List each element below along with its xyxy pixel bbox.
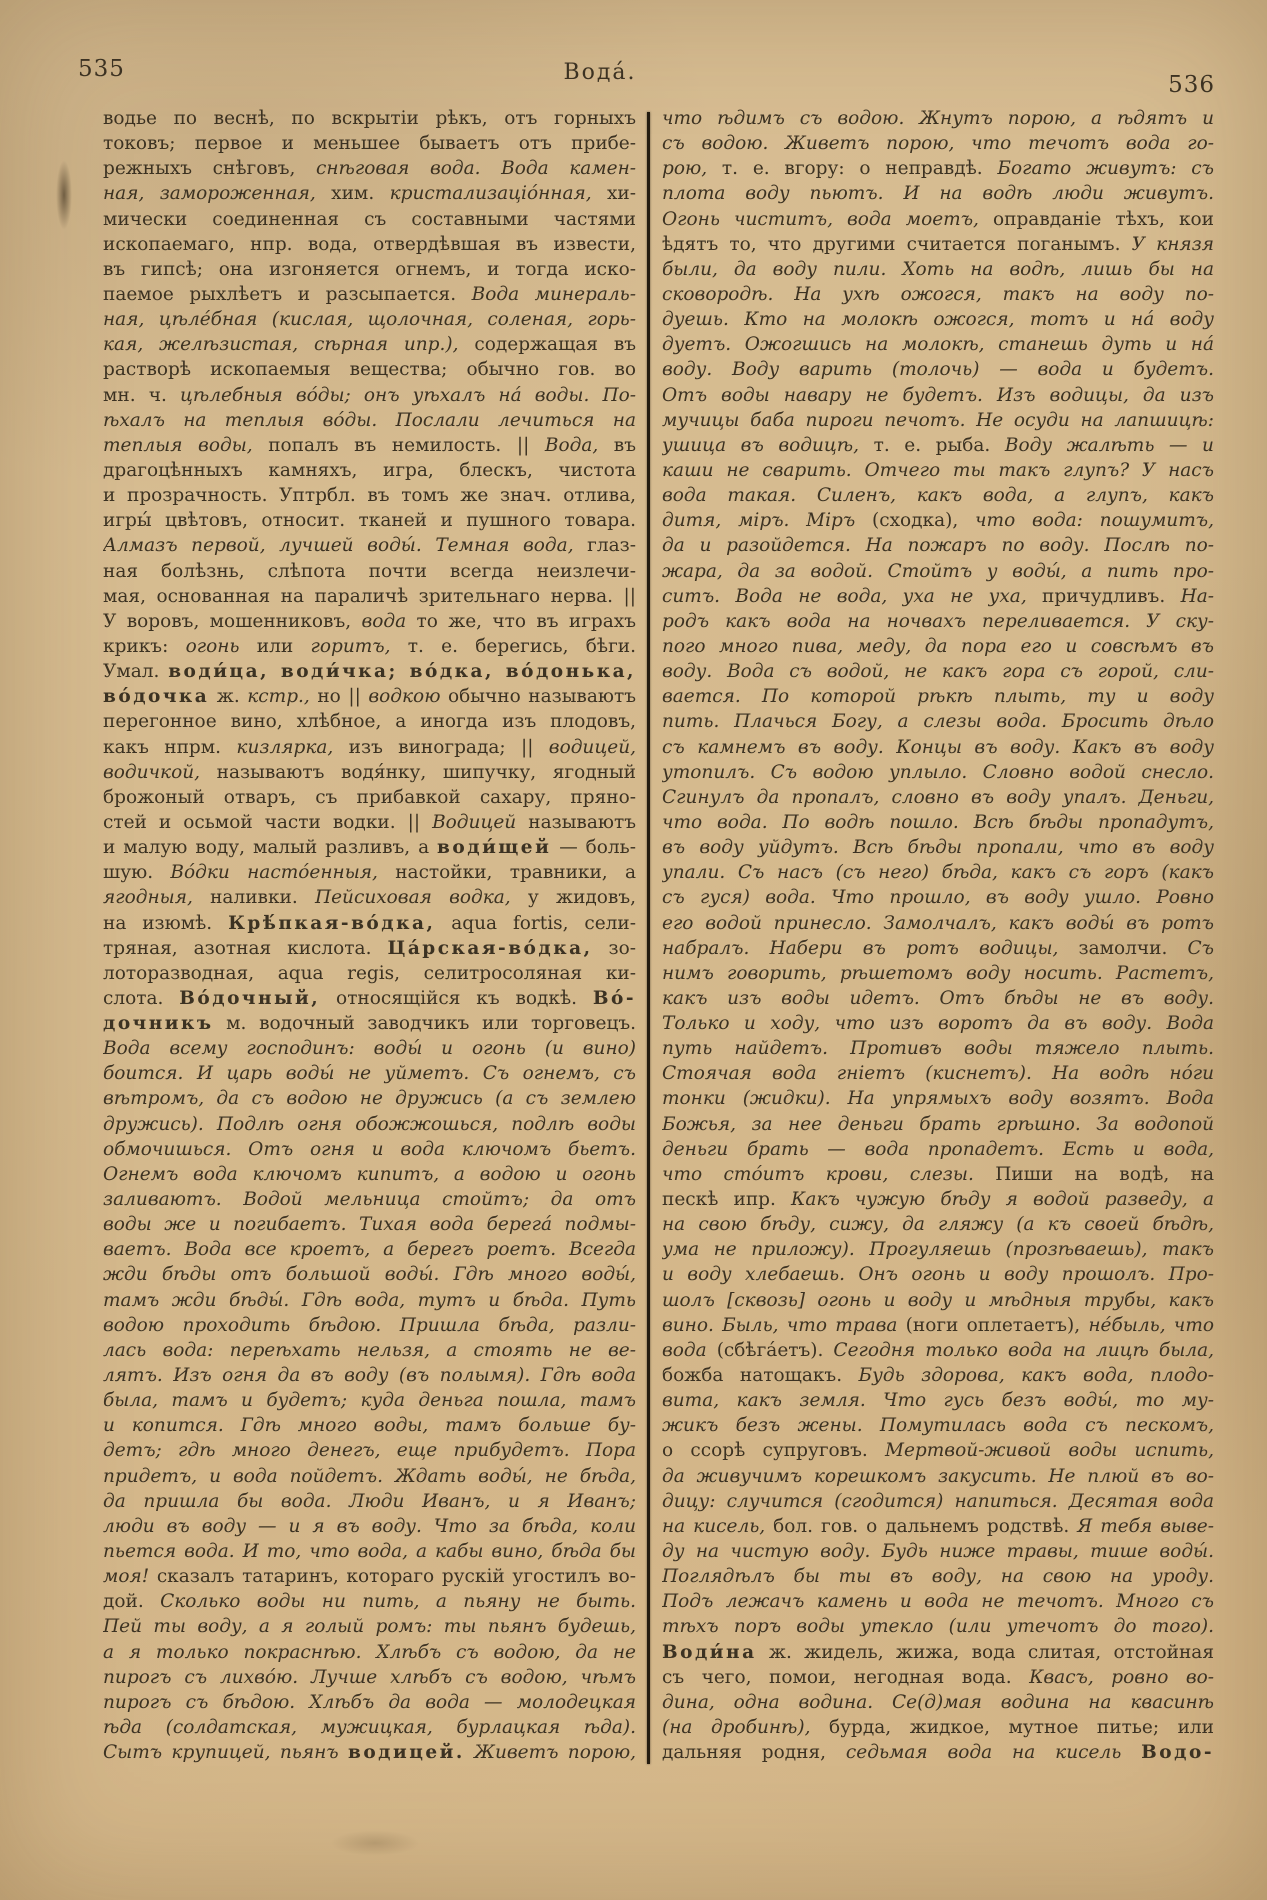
text-line: о ссорѣ супруговъ. Мертвой-живой воды испить, <box>662 1440 1214 1462</box>
text-line: У воровъ, мошенниковъ, вода то же, что въ играхъ <box>103 610 636 632</box>
ink-smudge <box>56 160 72 230</box>
text-line: мая, основанная на параличѣ зрительнаго нерва. || <box>103 585 636 607</box>
text-line: что ѣдимъ съ водою. Жнутъ порою, а ѣдятъ и <box>662 108 1214 129</box>
text-line: пить. Плачься Богу, а слезы вода. Бросить дѣло <box>662 711 1214 733</box>
text-line: на изюмѣ. Крѣ́пкая-во́дка, aqua fortis, сели- <box>103 912 636 934</box>
text-line: Только и ходу, что изъ воротъ да въ воду. Вода <box>662 1013 1214 1035</box>
text-line: дой. Сколько воды ни пить, а пьяну не быть. <box>103 1591 636 1613</box>
text-line: моя! сказалъ татаринъ, котораго рускій угостилъ во- <box>103 1566 636 1588</box>
text-line: Отъ воды навару не будетъ. Изъ водицы, да изъ <box>662 384 1214 406</box>
text-line: воду. Вода съ водой, не какъ гора съ горой, сли- <box>662 661 1214 683</box>
text-line: что вода. По водѣ пошло. Всѣ бѣды пропадутъ, <box>662 811 1214 833</box>
page-number-left: 535 <box>78 56 125 82</box>
text-line: водою проходить бѣдою. Пришла бѣда, разли- <box>103 1314 636 1336</box>
text-line: вино. Быль, что трава (ноги оплетаетъ), не́быль, что <box>662 1314 1214 1336</box>
text-line: были, да воду пили. Хоть на водѣ, лишь бы на <box>662 258 1214 280</box>
text-line: вода такая. Силенъ, какъ вода, а глупъ, какъ <box>662 485 1214 507</box>
text-line: да пришла бы вода. Люди Иванъ, и я Иванъ; <box>103 1490 636 1512</box>
text-line: и копится. Гдѣ много воды, тамъ больше бу- <box>103 1415 636 1437</box>
text-line: Води́на ж. жидель, жижа, вода слитая, отстойная <box>662 1641 1214 1663</box>
text-line: вита, какъ земля. Что гусь безъ воды́, то му- <box>662 1390 1214 1412</box>
text-line: ная болѣзнь, слѣпота почти всегда неизлечи- <box>103 560 636 582</box>
text-line: водье по веснѣ, по вскрытіи рѣкъ, отъ горныхъ <box>103 108 636 129</box>
text-line: какъ нпрм. кизлярка, изъ винограда; || водицей, <box>103 736 636 758</box>
text-line: вается. По которой рѣкѣ плыть, ту и воду <box>662 686 1214 708</box>
text-line: Пей ты воду, а я голый ромъ: ты пьянъ будешь, <box>103 1616 636 1638</box>
text-line: нимъ говорить, рѣшетомъ воду носить. Растетъ, <box>662 962 1214 984</box>
page-number-right: 536 <box>1168 72 1215 98</box>
text-line: путь найдетъ. Противъ воды тяжело плыть. <box>662 1038 1214 1060</box>
text-line: брожоный отваръ, съ прибавкой сахару, пряно- <box>103 786 636 808</box>
text-line: вода (сбѣга́етъ). Сегодня только вода на лицѣ была, <box>662 1339 1214 1361</box>
text-line: теплыя воды, попалъ въ немилость. || Вода, въ <box>103 434 636 456</box>
text-line: въ воду уйдутъ. Всѣ бѣды пропали, что въ воду <box>662 837 1214 859</box>
text-line: дитя, міръ. Міръ (сходка), что вода: пошумитъ, <box>662 510 1214 532</box>
text-line: жикъ безъ жены. Помутилась вода съ пескомъ, <box>662 1415 1214 1437</box>
text-line: плота воду пьютъ. И на водѣ люди живутъ. <box>662 183 1214 205</box>
text-line: ная, замороженная, хим. кристализаціо́нная, хи- <box>103 183 636 205</box>
text-line: Огонь чиститъ, вода моетъ, оправданіе тѣхъ, кои <box>662 208 1214 230</box>
text-line: тѣхъ поръ воды утекло (или утечотъ до того). <box>662 1616 1214 1638</box>
text-line: боится. И царь воды́ не уйметъ. Съ огнемъ, съ <box>103 1063 636 1085</box>
text-line: воды же и погибаетъ. Тихая вода берега́ подмы- <box>103 1214 636 1236</box>
text-line: крикъ: огонь или горитъ, т. е. берегись, бѣги. <box>103 635 636 657</box>
text-line: рою, т. е. вгору: о неправдѣ. Богато живутъ: съ <box>662 158 1214 180</box>
text-line: божба натощакъ. Будь здорова, какъ вода, плодо- <box>662 1365 1214 1387</box>
text-line: токовъ; первое и меньшее бываетъ отъ прибе- <box>103 133 636 155</box>
text-line: какъ изъ воды идетъ. Отъ бѣды не въ воду. <box>662 987 1214 1009</box>
text-line: и малую воду, малый разливъ, а води́щей — боль- <box>103 837 636 859</box>
text-line: жара, да за водой. Стойтъ у воды́, а пить про- <box>662 560 1214 582</box>
text-line: на свою бѣду, сижу, да гляжу (а къ своей бѣдѣ, <box>662 1214 1214 1236</box>
text-line: вѣтромъ, да съ водою не дружись (а съ землею <box>103 1088 636 1110</box>
text-line: пирогъ съ бѣдою. Хлѣбъ да вода — молодецкая <box>103 1691 636 1713</box>
text-line: ваетъ. Вода все кроетъ, а берегъ роетъ. Всегда <box>103 1239 636 1261</box>
text-block <box>103 106 1214 1765</box>
text-line: дуетъ. Ожогшись на молокѣ, станешь дуть и на́ <box>662 334 1214 356</box>
text-line: да и разойдется. На пожаръ по воду. Послѣ по- <box>662 535 1214 557</box>
text-line: мически соединенная съ составными частями <box>103 208 636 230</box>
text-line: съ водою. Живетъ порою, что течотъ вода го- <box>662 133 1214 155</box>
text-line: Умал. води́ца, води́чка; во́дка, во́донька, <box>103 661 636 683</box>
text-line: утопилъ. Съ водою уплыло. Словно водой снесло. <box>662 761 1214 783</box>
text-line: Подъ лежачъ камень и вода не течотъ. Много съ <box>662 1591 1214 1613</box>
text-line: а я только покраснѣю. Хлѣбъ съ водою, да не <box>103 1641 636 1663</box>
paper-stain <box>330 1830 420 1856</box>
text-line: шую. Во́дки насто́енныя, настойки, травники, а <box>103 862 636 884</box>
text-line: ситъ. Вода не вода, уха не уха, причудливъ. На- <box>662 585 1214 607</box>
text-line: лятъ. Изъ огня да въ воду (въ полымя). Гдѣ вода <box>103 1365 636 1387</box>
text-line: паемое рыхлѣетъ и разсыпается. Вода минераль- <box>103 283 636 305</box>
text-line: заливаютъ. Водой мельница стойтъ; да отъ <box>103 1189 636 1211</box>
text-line: жди бѣды отъ большой воды́. Гдѣ много воды́, <box>103 1264 636 1286</box>
text-line: мучицы баба пироги печотъ. Не осуди на лапшицѣ: <box>662 409 1214 431</box>
text-line: упали. Съ насъ (съ него) бѣда, какъ съ горъ (какъ <box>662 862 1214 884</box>
text-line: мн. ч. цѣлебныя во́ды; онъ уѣхалъ на́ воды. По- <box>103 384 636 406</box>
text-line: растворѣ ископаемыя вещества; обычно гов. во <box>103 359 636 381</box>
column-divider-rule <box>647 112 650 1764</box>
text-line: пого много пива, меду, да пора его и совсѣмъ въ <box>662 635 1214 657</box>
text-line: лась вода: переѣхать нельзя, а стоять не ве- <box>103 1339 636 1361</box>
text-line: что сто́итъ крови, слезы. Пиши на водѣ, на <box>662 1163 1214 1185</box>
text-line: ископаемаго, нпр. вода, отвердѣвшая въ извести, <box>103 233 636 255</box>
text-line: дина, одна водина. Се(д)мая водина на квасинѣ <box>662 1691 1214 1713</box>
text-line: ягодныя, наливки. Пейсиховая водка, у жидовъ, <box>103 887 636 909</box>
text-line: Вода всему господинъ: воды́ и огонь (и вино) <box>103 1038 636 1060</box>
text-line: шолъ [сквозь] огонь и воду и мѣдныя трубы, какъ <box>662 1289 1214 1311</box>
text-line: придетъ, и вода пойдетъ. Ждать воды́, не бѣда, <box>103 1465 636 1487</box>
text-line: ду на чистую воду. Будь ниже травы, тише воды́. <box>662 1541 1214 1563</box>
text-line: дицу: случится (сгодится) напиться. Десятая вода <box>662 1490 1214 1512</box>
text-line: водичкой, называютъ водя́нку, шипучку, ягодный <box>103 761 636 783</box>
left-column <box>103 106 636 1765</box>
text-line: съ гуся) вода. Что прошло, въ воду ушло. Ровно <box>662 887 1214 909</box>
text-line: стей и осьмой части водки. || Водицей называютъ <box>103 811 636 833</box>
text-line: режныхъ снѣговъ, снѣговая вода. Вода камен- <box>103 158 636 180</box>
text-line: (на дробинѣ), бурда, жидкое, мутное питье; или <box>662 1717 1214 1738</box>
text-line: дуешь. Кто на молокѣ ожогся, тотъ и на́ воду <box>662 309 1214 331</box>
text-line: и воду хлебаешь. Онъ огонь и воду прошолъ. Про- <box>662 1264 1214 1286</box>
text-line: Сытъ крупицей, пьянъ водицей. Живетъ порою, <box>103 1742 636 1764</box>
text-line: да живучимъ корешкомъ закусить. Не плюй въ во- <box>662 1465 1214 1487</box>
text-line: дальняя родня, седьмая вода на кисель Водо- <box>662 1742 1214 1764</box>
text-line: кая, желѣзистая, сѣрная ипр.), содержащая въ <box>103 334 636 356</box>
text-line: и прозрачность. Уптрбл. въ томъ же знач. отлива, <box>103 485 636 507</box>
text-line: сковородѣ. На ухѣ ожогся, такъ на воду по- <box>662 283 1214 305</box>
text-line: была, тамъ и будетъ; куда деньга пошла, тамъ <box>103 1390 636 1412</box>
text-line: Стоячая вода гніетъ (киснетъ). На водѣ но́ги <box>662 1063 1214 1085</box>
text-line: драгоцѣнныхъ камняхъ, игра, блескъ, чистота <box>103 459 636 481</box>
text-line: детъ; гдѣ много денегъ, еще прибудетъ. Пора <box>103 1440 636 1462</box>
text-line: ушица въ водицѣ, т. е. рыба. Воду жалѣть — и <box>662 434 1214 456</box>
text-line: на кисель, бол. гов. о дальнемъ родствѣ. Я тебя выве- <box>662 1515 1214 1537</box>
text-line: Алмазъ первой, лучшей воды́. Темная вода, глаз- <box>103 535 636 557</box>
text-line: ѣдятъ то, что другими считается поганымъ. У князя <box>662 233 1214 255</box>
text-line: ная, цѣле́бная (кислая, щолочная, соленая, горь- <box>103 309 636 331</box>
text-line: тонки (жидки). На упрямыхъ воду возятъ. Вода <box>662 1088 1214 1110</box>
text-line: игры́ цвѣтовъ, относит. тканей и пушного товара. <box>103 510 636 532</box>
text-line: перегонное вино, хлѣбное, а иногда изъ плодовъ, <box>103 711 636 733</box>
text-line: съ камнемъ въ воду. Концы въ воду. Какъ въ воду <box>662 736 1214 758</box>
text-line: тряная, азотная кислота. Ца́рская-во́дка, зо- <box>103 937 636 959</box>
text-line: Сгинулъ да пропалъ, словно въ воду упалъ. Деньги, <box>662 786 1214 808</box>
text-line: лоторазводная, aqua regis, селитросоляная ки- <box>103 962 636 984</box>
text-line: пьется вода. И то, что вода, а кабы вино, бѣда бы <box>103 1541 636 1563</box>
running-title: Вода́. <box>563 60 637 85</box>
text-line: ѣхалъ на теплыя во́ды. Послали лечиться на <box>103 409 636 431</box>
right-column <box>662 106 1214 1765</box>
text-line: Божья, за нее деньги брать грѣшно. За водопой <box>662 1113 1214 1135</box>
text-line: въ гипсѣ; она изгоняется огнемъ, и тогда иско- <box>103 258 636 280</box>
text-line: набралъ. Набери въ ротъ водицы, замолчи. Съ <box>662 937 1214 959</box>
text-line: пирогъ съ лихво́ю. Лучше хлѣбъ съ водою, чѣмъ <box>103 1666 636 1688</box>
text-line: Огнемъ вода ключомъ кипитъ, а водою и огонь <box>103 1163 636 1185</box>
text-line: родъ какъ вода на ночвахъ переливается. У ску- <box>662 610 1214 632</box>
text-line: дочникъ м. водочный заводчикъ или торговецъ. <box>103 1013 636 1035</box>
text-line: ѣда (солдатская, мужицкая, бурлацкая ѣда). <box>103 1717 636 1738</box>
text-line: тамъ жди бѣды́. Гдѣ вода, тутъ и бѣда. Путь <box>103 1289 636 1311</box>
text-line: каши не сварить. Отчего ты такъ глупъ? У насъ <box>662 459 1214 481</box>
text-line: слота. Во́дочный, относящійся къ водкѣ. Во́- <box>103 987 636 1009</box>
text-line: люди въ воду — и я въ воду. Что за бѣда, коли <box>103 1515 636 1537</box>
text-line: пескѣ ипр. Какъ чужую бѣду я водой разведу, а <box>662 1189 1214 1211</box>
text-line: Поглядѣлъ бы ты въ воду, на свою на уроду. <box>662 1566 1214 1588</box>
text-line: ума не приложу). Прогуляешь (прозѣваешь), такъ <box>662 1239 1214 1261</box>
text-line: его водой принесло. Замолчалъ, какъ воды́ въ ротъ <box>662 912 1214 934</box>
text-line: съ чего, помои, негодная вода. Квасъ, ровно во- <box>662 1666 1214 1688</box>
text-line: воду. Воду варить (толочь) — вода и будетъ. <box>662 359 1214 381</box>
text-line: дружись). Подлѣ огня обожжошься, подлѣ воды <box>103 1113 636 1135</box>
text-line: во́дочка ж. кстр., но || водкою обычно называютъ <box>103 686 636 708</box>
text-line: обмочишься. Отъ огня и вода ключомъ бьетъ. <box>103 1138 636 1160</box>
text-line: деньги брать — вода пропадетъ. Есть и вода, <box>662 1138 1214 1160</box>
